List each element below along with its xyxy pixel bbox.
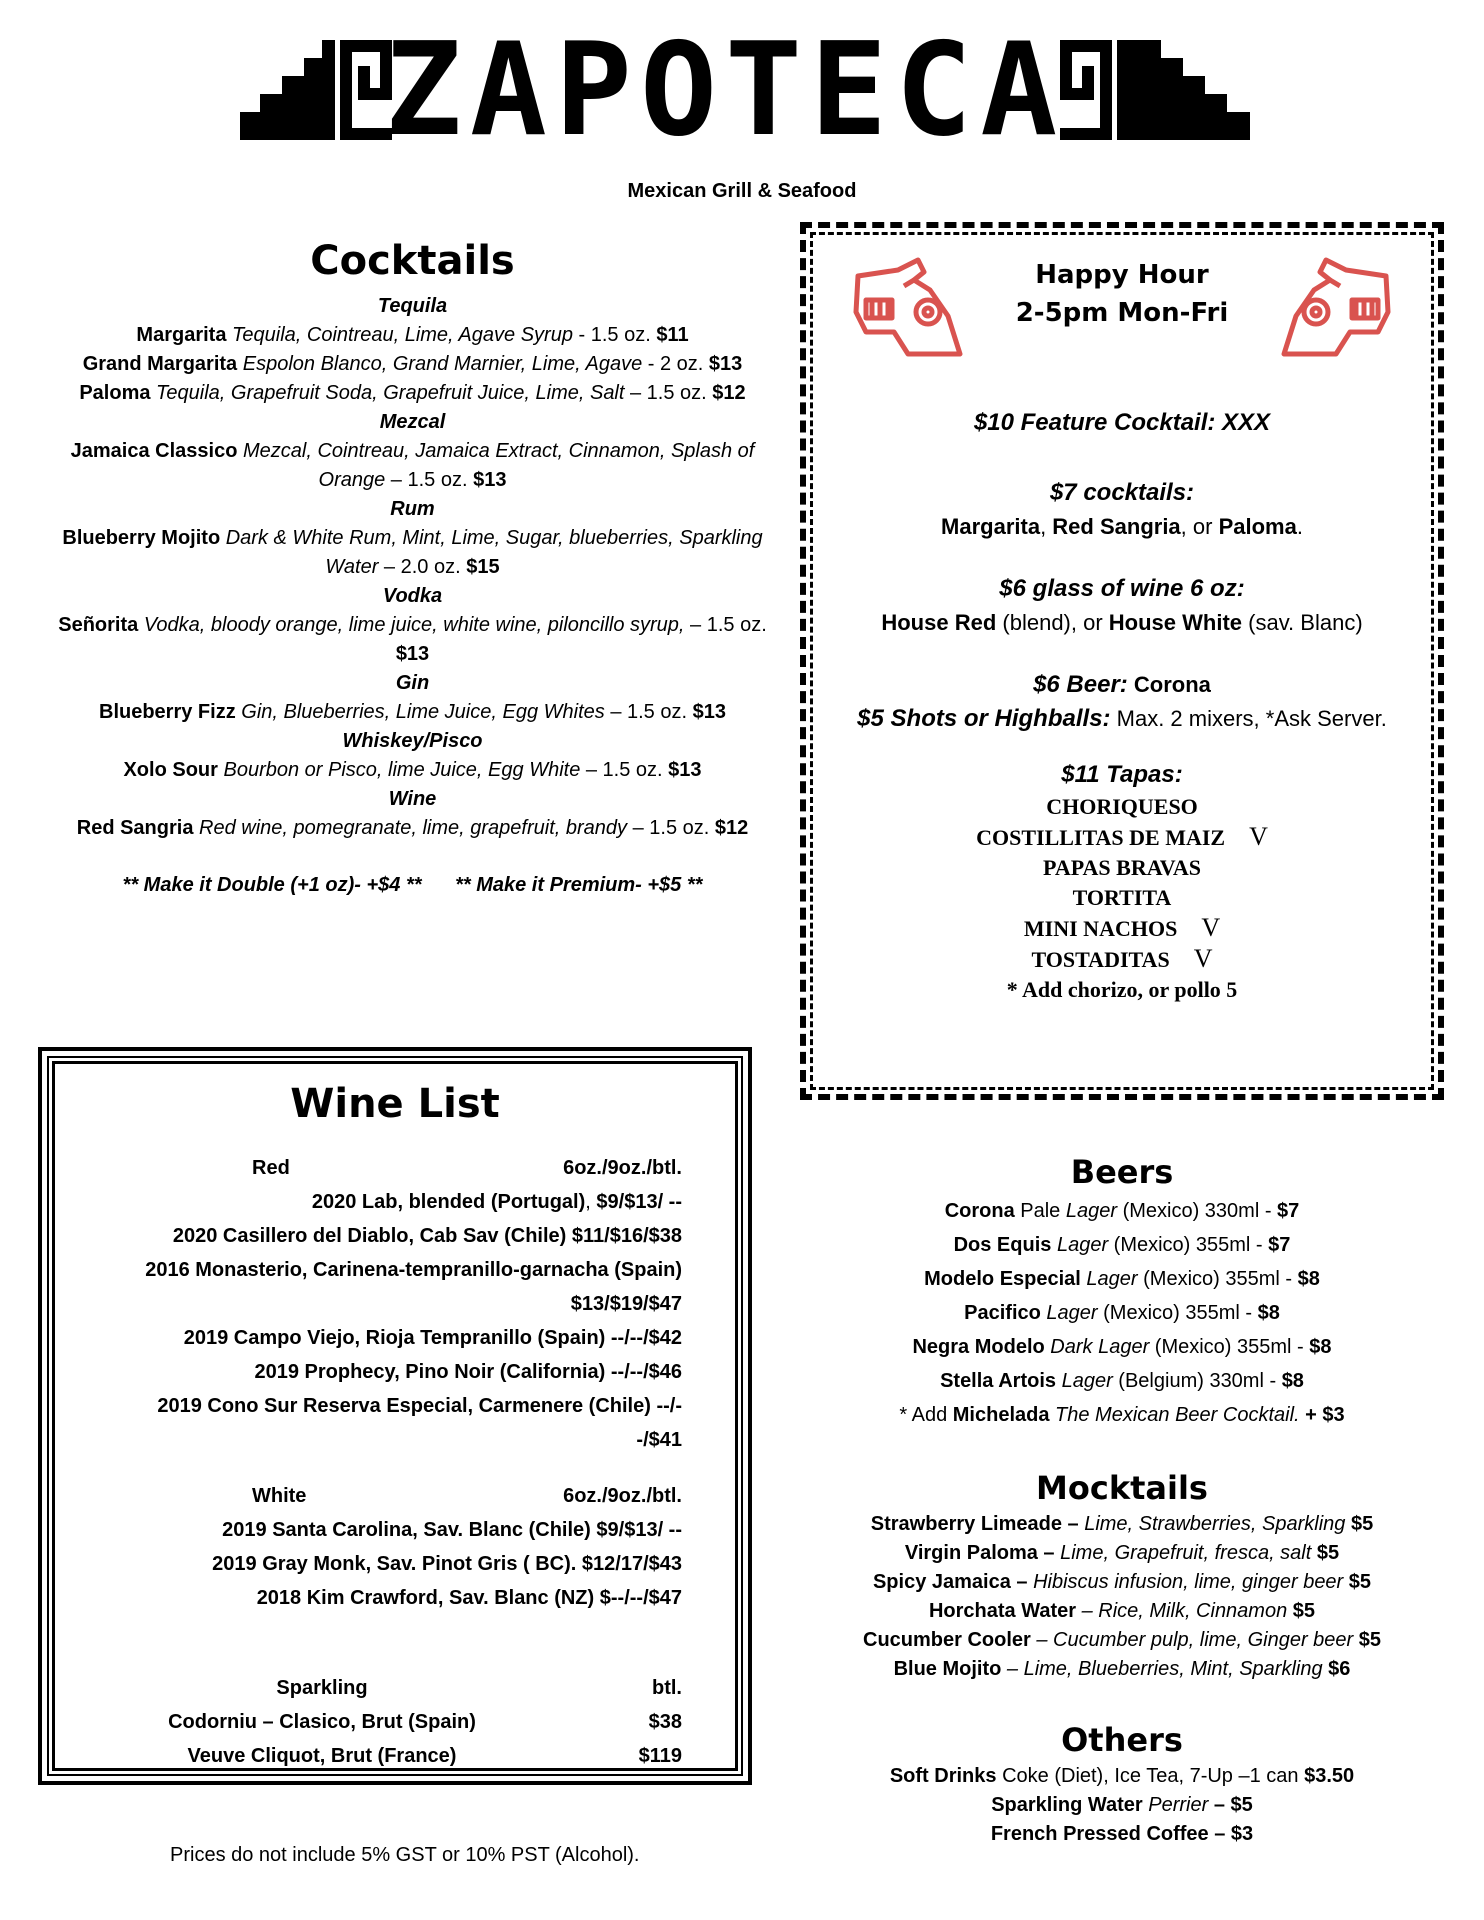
beer-origin: (Mexico) 355ml - [1137, 1268, 1298, 1290]
mocktail-name: Horchata Water [928, 1600, 1077, 1622]
wine-price: $9/$13/ -- [596, 1519, 682, 1541]
cocktail-name: Jamaica Classico [70, 440, 238, 462]
cocktail-pour: – 1.5 oz. [627, 817, 715, 839]
feature-cocktail: $10 Feature Cocktail: XXX [973, 409, 1271, 436]
mocktail-price: $5 [1353, 1629, 1381, 1651]
white-wine-row [122, 1513, 682, 1547]
hh-note: (sav. Blanc) [1242, 610, 1363, 635]
wine-label: 2019 Santa Carolina, Sav. Blanc (Chile) [222, 1519, 597, 1541]
hh-cocktails-list [806, 510, 1438, 544]
hh-sep: . [1296, 514, 1303, 539]
logo-graphic [240, 30, 1250, 140]
upsell-premium: ** Make it Premium- +$5 ** [455, 874, 703, 896]
hh-tapas-heading: $11 Tapas: [1061, 761, 1183, 788]
wine-price: $38 [648, 1711, 682, 1733]
cocktail-name: Red Sangria [76, 817, 194, 839]
beer-origin: (Mexico) 355ml - [1097, 1302, 1258, 1324]
cocktail-pour: – 1.5 oz. [580, 759, 669, 781]
cocktails-title: Cocktails [310, 238, 515, 284]
wine-price: $119 [638, 1745, 682, 1767]
tapas-list [806, 792, 1438, 975]
mocktail-name: Cucumber Cooler [863, 1629, 1031, 1651]
hh-sep: , [1040, 514, 1053, 539]
cocktail-list [40, 292, 785, 843]
cocktail-item [40, 379, 785, 408]
beer-style: Lager [1056, 1234, 1109, 1256]
coffee-price: – $3 [1208, 1823, 1254, 1845]
mocktail-item [800, 1568, 1444, 1597]
cocktail-category: Rum [390, 498, 435, 520]
cocktail-item [40, 698, 785, 727]
wine-price: $9/$13/ -- [596, 1191, 682, 1213]
hh-margarita: Margarita [941, 514, 1041, 539]
mocktail-name: Spicy Jamaica – [872, 1571, 1028, 1593]
beers-section [800, 1150, 1444, 1432]
wine-label: 2019 Campo Viejo, Rioja Tempranillo (Spain) [183, 1327, 611, 1349]
cocktail-price: $13 [708, 353, 743, 375]
beer-price: $8 [1257, 1302, 1280, 1324]
mocktail-price: $5 [1287, 1600, 1316, 1622]
mocktail-name: Virgin Paloma – [904, 1542, 1055, 1564]
hh-wine-heading: $6 glass of wine 6 oz: [999, 575, 1245, 602]
mocktail-desc: Lime, Grapefruit, fresca, salt [1054, 1542, 1312, 1564]
cocktail-pour: – 2.0 oz. [378, 556, 467, 578]
wine-label: Codorniu – Clasico, Brut (Spain) [168, 1711, 476, 1733]
red-wine-list [122, 1185, 682, 1457]
beer-style: Lager [1061, 1370, 1113, 1392]
hh-cocktails-heading: $7 cocktails: [1049, 479, 1195, 506]
hh-beer [806, 668, 1438, 702]
wine-white-columns: 6oz./9oz./btl. [563, 1485, 682, 1507]
hh-shots-value: Max. 2 mixers, *Ask Server. [1110, 706, 1387, 731]
cocktail-item [40, 350, 785, 379]
wine-price: --/--/$46 [610, 1361, 682, 1383]
cocktail-item [40, 437, 785, 495]
beer-name: Modelo Especial [924, 1268, 1081, 1290]
tapas-item [806, 822, 1438, 853]
tapas-name: PAPAS BRAVAS [1043, 855, 1201, 880]
cocktail-desc: Gin, Blueberries, Lime Juice, Egg Whites [241, 701, 605, 723]
mocktail-name: Blue Mojito [893, 1658, 1002, 1680]
michelada-name: Michelada [952, 1404, 1050, 1426]
mocktail-desc: – Cucumber pulp, lime, Ginger beer [1030, 1629, 1354, 1651]
beer-item [800, 1364, 1444, 1398]
soft-drinks-price: $3.50 [1304, 1765, 1355, 1787]
wine-price: --/--/$41 [636, 1395, 682, 1451]
tagline: Mexican Grill & Seafood [627, 180, 857, 202]
beer-name: Corona [944, 1200, 1015, 1222]
beer-name: Pacifico [964, 1302, 1041, 1324]
cocktail-category: Wine [388, 788, 437, 810]
sparkling-water-name: Sparkling Water [991, 1794, 1143, 1816]
mocktail-price: $5 [1343, 1571, 1372, 1593]
cocktail-price: $13 [395, 643, 430, 665]
happy-hour-heading [806, 256, 1438, 332]
red-wine-row [122, 1321, 682, 1355]
cocktail-pour: – 1.5 oz. [604, 701, 693, 723]
cocktail-name: Paloma [79, 382, 151, 404]
cocktail-name: Xolo Sour [123, 759, 218, 781]
cocktail-price: $11 [656, 324, 689, 346]
tapas-name: CHORIQUESO [1046, 794, 1198, 819]
mocktail-item [800, 1626, 1444, 1655]
red-wine-row [122, 1219, 682, 1253]
vegetarian-mark: V [1249, 822, 1268, 851]
happy-hour-body [806, 406, 1438, 1005]
cocktail-category: Mezcal [379, 411, 446, 433]
hh-house-white: House White [1108, 610, 1243, 635]
cocktail-item [40, 814, 785, 843]
happy-hour-title: Happy Hour [1035, 260, 1209, 290]
beer-origin: (Mexico) 330ml - [1117, 1200, 1278, 1222]
cocktail-desc: Espolon Blanco, Grand Marnier, Lime, Agave [242, 353, 643, 375]
beer-price: $7 [1277, 1200, 1300, 1222]
tapas-addon: * Add chorizo, or pollo 5 [1006, 977, 1238, 1002]
red-wine-row [122, 1253, 682, 1287]
hh-beer-heading: $6 Beer: [1033, 671, 1128, 698]
hh-shots-heading: $5 Shots or Highballs: [857, 705, 1111, 732]
wine-sparkling-header [122, 1671, 682, 1705]
wine-price: --/--/$42 [610, 1327, 682, 1349]
beer-style: Dark Lager [1050, 1336, 1150, 1358]
cocktail-item [40, 756, 785, 785]
cocktail-price: $13 [668, 759, 702, 781]
wine-list-title: Wine List [290, 1081, 500, 1127]
michelada-price: + $3 [1299, 1404, 1345, 1426]
wine-red-header [122, 1151, 682, 1185]
hh-beer-value: Corona [1127, 672, 1211, 697]
cocktail-item [40, 321, 785, 350]
red-wine-row [122, 1355, 682, 1389]
wine-sparkling-columns: btl. [652, 1677, 682, 1699]
sparkling-water-price: – $5 [1208, 1794, 1253, 1816]
other-soft-drinks [800, 1762, 1444, 1791]
beer-item [800, 1330, 1444, 1364]
cocktail-item [40, 524, 785, 582]
wine-list-content [122, 1151, 682, 1773]
other-sparkling-water [800, 1791, 1444, 1820]
cocktail-pour: – 1.5 oz. [684, 614, 767, 636]
cocktail-desc: Tequila, Cointreau, Lime, Agave Syrup [232, 324, 573, 346]
beer-price: $8 [1309, 1336, 1332, 1358]
wine-price: $13/$19/$47 [570, 1293, 682, 1315]
beers-title: Beers [1070, 1153, 1174, 1191]
hh-red-sangria: Red Sangria [1052, 514, 1181, 539]
beer-origin: (Mexico) 355ml - [1108, 1234, 1269, 1256]
wine-label: 2020 Lab, blended (Portugal) [311, 1191, 586, 1213]
cocktail-name: Blueberry Fizz [99, 701, 236, 723]
cocktail-desc: Dark & White Rum, Mint, Lime, Sugar, blueberries, Sparkling Water [225, 527, 763, 578]
upsell-line [40, 871, 785, 900]
vegetarian-mark: V [1201, 913, 1221, 942]
mocktail-item [800, 1597, 1444, 1626]
sparkling-wine-row [122, 1705, 682, 1739]
red-wine-row [122, 1287, 682, 1321]
sparkling-water-desc: Perrier [1142, 1794, 1209, 1816]
beer-style: Lager [1086, 1268, 1138, 1290]
michelada-line [800, 1398, 1444, 1432]
mocktail-item [800, 1539, 1444, 1568]
cocktail-category: Vodka [382, 585, 443, 607]
beer-style-prefix: Pale [1014, 1200, 1066, 1222]
hh-house-red: House Red [881, 610, 997, 635]
mocktail-item [800, 1510, 1444, 1539]
cocktail-pour: - 1.5 oz. [572, 324, 657, 346]
tapas-item [806, 883, 1438, 913]
wine-price: $--/--/$47 [599, 1587, 682, 1609]
wine-white-heading: White [252, 1485, 307, 1507]
cocktail-price: $12 [712, 382, 746, 404]
mocktails-title: Mocktails [1036, 1469, 1208, 1507]
wine-red-heading: Red [252, 1157, 290, 1179]
mocktail-desc: – Lime, Blueberries, Mint, Sparkling [1001, 1658, 1329, 1680]
cocktail-pour: – 1.5 oz. [624, 382, 713, 404]
others-title: Others [1061, 1721, 1183, 1759]
cocktail-pour: - 2 oz. [642, 353, 709, 375]
upsell-double: ** Make it Double (+1 oz)- +$4 ** [122, 874, 422, 896]
mocktail-price: $5 [1311, 1542, 1340, 1564]
wine-list-box [38, 1047, 752, 1785]
sparkling-wine-list [122, 1705, 682, 1773]
coffee-name: French Pressed Coffee [990, 1823, 1209, 1845]
wine-label: 2020 Casillero del Diablo, Cab Sav (Chile) [172, 1225, 572, 1247]
others-section [800, 1718, 1444, 1849]
cocktail-price: $13 [692, 701, 726, 723]
wine-label: 2019 Gray Monk, Sav. Pinot Gris ( BC) [212, 1553, 571, 1575]
white-wine-row [122, 1581, 682, 1615]
tapas-item [806, 913, 1438, 944]
cocktail-price: $15 [466, 556, 500, 578]
mocktail-desc: Hibiscus infusion, lime, ginger beer [1027, 1571, 1344, 1593]
tapas-name: TOSTADITAS [1031, 947, 1170, 972]
wine-label: Veuve Cliquot, Brut (France) [187, 1745, 457, 1767]
cocktail-category: Whiskey/Pisco [342, 730, 483, 752]
zapoteca-logo [240, 30, 1250, 140]
cocktail-item [40, 611, 785, 669]
happy-hour-box [800, 222, 1444, 1100]
beer-name: Stella Artois [940, 1370, 1057, 1392]
wine-label: 2018 Kim Crawford, Sav. Blanc (NZ) [256, 1587, 600, 1609]
mocktails-section [800, 1466, 1444, 1684]
cocktail-price: $13 [473, 469, 507, 491]
cocktail-desc: Bourbon or Pisco, lime Juice, Egg White [223, 759, 581, 781]
soft-drinks-name: Soft Drinks [889, 1765, 997, 1787]
tapas-item [806, 944, 1438, 975]
wine-sparkling-heading: Sparkling [276, 1677, 368, 1699]
cocktails-section [40, 236, 785, 900]
tapas-name: MINI NACHOS [1023, 916, 1178, 941]
michelada-prefix: * Add [899, 1404, 953, 1426]
white-wine-list [122, 1513, 682, 1615]
beer-item [800, 1262, 1444, 1296]
logo-wordmark: ZAPOTECA [384, 30, 1066, 140]
red-wine-row [122, 1389, 682, 1457]
mocktail-price: $5 [1345, 1513, 1374, 1535]
beer-item [800, 1194, 1444, 1228]
cocktail-category: Tequila [377, 295, 448, 317]
cocktail-name: Señorita [58, 614, 139, 636]
tax-footnote: Prices do not include 5% GST or 10% PST (Alcohol). [170, 1844, 640, 1866]
mocktail-desc: Lime, Strawberries, Sparkling [1078, 1513, 1346, 1535]
cocktail-desc: Red wine, pomegranate, lime, grapefruit, brandy [199, 817, 628, 839]
cocktail-pour: – 1.5 oz. [385, 469, 474, 491]
mocktail-item [800, 1655, 1444, 1684]
beer-price: $7 [1268, 1234, 1291, 1256]
hh-sep: , or [1180, 514, 1219, 539]
wine-red-columns: 6oz./9oz./btl. [563, 1157, 682, 1179]
cocktail-name: Grand Margarita [82, 353, 238, 375]
cocktail-desc: Tequila, Grapefruit Soda, Grapefruit Juice, Lime, Salt [156, 382, 625, 404]
beer-style: Lager [1046, 1302, 1098, 1324]
hh-wine-list [806, 606, 1438, 640]
happy-hour-hours: 2-5pm Mon-Fri [1015, 298, 1229, 328]
cocktail-desc: Vodka, bloody orange, lime juice, white wine, piloncillo syrup, [143, 614, 685, 636]
tapas-name: COSTILLITAS DE MAIZ [976, 825, 1226, 850]
beer-name: Negra Modelo [912, 1336, 1045, 1358]
other-coffee [800, 1820, 1444, 1849]
wine-label: 2019 Prophecy, Pino Noir (California) [254, 1361, 611, 1383]
beer-style: Lager [1065, 1200, 1118, 1222]
beer-item [800, 1228, 1444, 1262]
beer-origin: (Belgium) 330ml - [1112, 1370, 1282, 1392]
wine-sep: , [585, 1191, 597, 1213]
beer-origin: (Mexico) 355ml - [1149, 1336, 1310, 1358]
hh-paloma: Paloma [1218, 514, 1297, 539]
wine-label: 2019 Cono Sur Reserva Especial, Carmenere (Chile) [157, 1395, 657, 1417]
mocktail-desc: – Rice, Milk, Cinnamon [1076, 1600, 1288, 1622]
white-wine-row [122, 1547, 682, 1581]
hh-note: (blend), or [996, 610, 1109, 635]
wine-white-header [122, 1479, 682, 1513]
cocktail-price: $12 [714, 817, 749, 839]
michelada-desc: The Mexican Beer Cocktail. [1049, 1404, 1300, 1426]
tapas-item [806, 853, 1438, 883]
mocktail-name: Strawberry Limeade – [870, 1513, 1079, 1535]
cocktail-name: Blueberry Mojito [62, 527, 221, 549]
tapas-name: TORTITA [1072, 885, 1172, 910]
tapas-item [806, 792, 1438, 822]
mocktail-list [800, 1510, 1444, 1684]
beer-list [800, 1194, 1444, 1398]
beer-name: Dos Equis [953, 1234, 1052, 1256]
wine-label: 2016 Monasterio, Carinena-tempranillo-garnacha (Spain) [145, 1259, 682, 1281]
hh-shots [806, 702, 1438, 736]
cocktail-name: Margarita [136, 324, 227, 346]
mocktail-price: $6 [1328, 1658, 1351, 1680]
wine-price: . $12/17/$43 [570, 1553, 682, 1575]
beer-item [800, 1296, 1444, 1330]
cocktail-category: Gin [395, 672, 430, 694]
vegetarian-mark: V [1193, 944, 1213, 973]
soft-drinks-desc: Coke (Diet), Ice Tea, 7-Up –1 can [996, 1765, 1305, 1787]
wine-price: $11/$16/$38 [571, 1225, 682, 1247]
sparkling-wine-row [122, 1739, 682, 1773]
beer-price: $8 [1297, 1268, 1320, 1290]
beer-price: $8 [1281, 1370, 1304, 1392]
cocktail-desc: Mezcal, Cointreau, Jamaica Extract, Cinnamon, Splash of Orange [243, 440, 755, 491]
red-wine-row [122, 1185, 682, 1219]
